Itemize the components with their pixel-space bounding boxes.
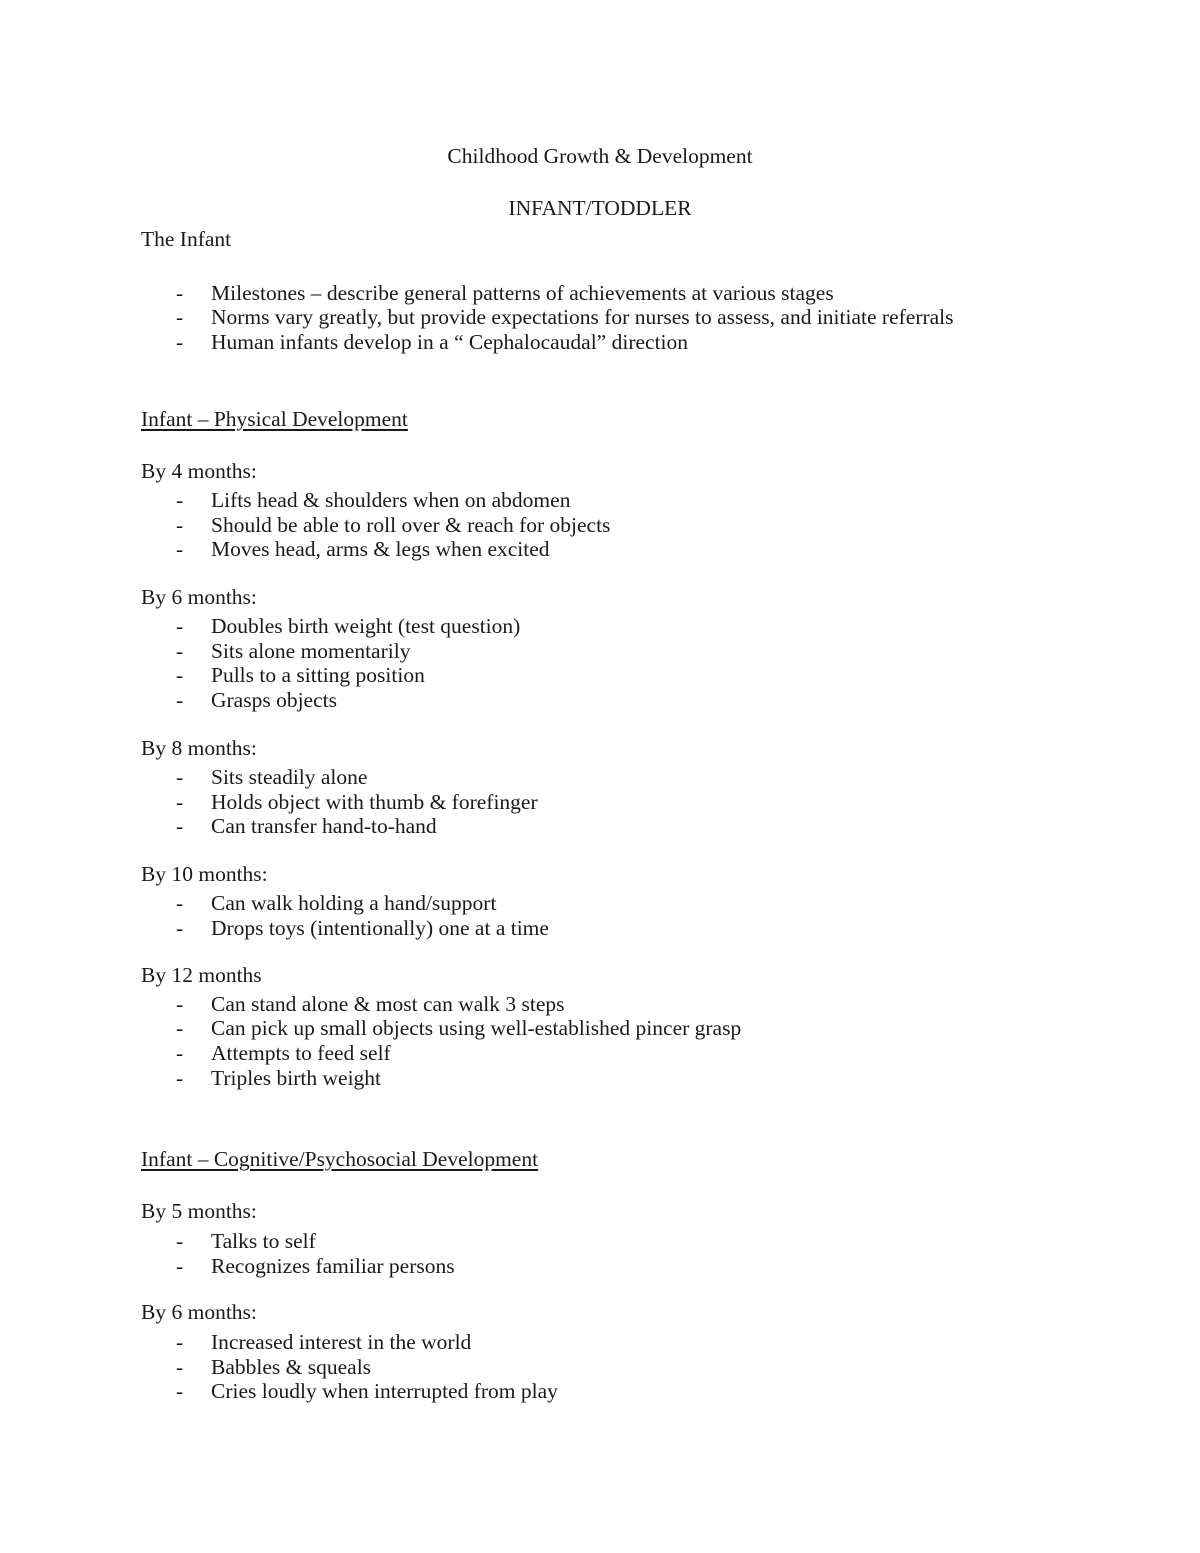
list-item-text: Human infants develop in a “ Cephalocaudal” direction — [211, 330, 689, 354]
bullet-dash: - — [176, 1016, 184, 1040]
list-item-text: Increased interest in the world — [211, 1330, 472, 1354]
list-item-text: Attempts to feed self — [211, 1041, 391, 1065]
list-item-text: Can transfer hand-to-hand — [211, 814, 437, 838]
bullet-dash: - — [176, 916, 184, 940]
group-label: By 10 months: — [141, 862, 268, 886]
list-item-text: Should be able to roll over & reach for objects — [211, 513, 611, 537]
bullet-dash: - — [176, 992, 184, 1016]
section-heading-cognitive-development: Infant – Cognitive/Psychosocial Development — [141, 1147, 539, 1171]
list-item-text: Can pick up small objects using well-established pincer grasp — [211, 1016, 742, 1040]
bullet-dash: - — [176, 330, 184, 354]
list-item-text: Norms vary greatly, but provide expectations for nurses to assess, and initiate referrals — [211, 305, 954, 329]
group-label: By 6 months: — [141, 585, 257, 609]
document-subtitle: INFANT/TODDLER — [508, 196, 692, 220]
bullet-dash: - — [176, 814, 184, 838]
list-item-text: Triples birth weight — [211, 1066, 382, 1090]
bullet-dash: - — [176, 281, 184, 305]
section-heading-physical-development: Infant – Physical Development — [141, 407, 408, 431]
list-item-text: Grasps objects — [211, 688, 337, 712]
list-item-text: Can walk holding a hand/support — [211, 891, 497, 915]
bullet-dash: - — [176, 790, 184, 814]
document-title: Childhood Growth & Development — [447, 144, 753, 168]
bullet-dash: - — [176, 688, 184, 712]
bullet-dash: - — [176, 1229, 184, 1253]
bullet-dash: - — [176, 639, 184, 663]
group-label: By 6 months: — [141, 1300, 257, 1324]
list-item-text: Recognizes familiar persons — [211, 1254, 455, 1278]
bullet-dash: - — [176, 1041, 184, 1065]
bullet-dash: - — [176, 537, 184, 561]
list-item-text: Sits alone momentarily — [211, 639, 411, 663]
bullet-dash: - — [176, 891, 184, 915]
bullet-dash: - — [176, 305, 184, 329]
section-heading-the-infant: The Infant — [141, 227, 232, 251]
group-label: By 5 months: — [141, 1199, 257, 1223]
group-label: By 8 months: — [141, 736, 257, 760]
bullet-dash: - — [176, 663, 184, 687]
list-item-text: Doubles birth weight (test question) — [211, 614, 521, 638]
list-item-text: Talks to self — [211, 1229, 316, 1253]
bullet-dash: - — [176, 1254, 184, 1278]
group-label: By 4 months: — [141, 459, 257, 483]
bullet-dash: - — [176, 1355, 184, 1379]
list-item-text: Sits steadily alone — [211, 765, 368, 789]
group-label: By 12 months — [141, 963, 262, 987]
list-item-text: Babbles & squeals — [211, 1355, 372, 1379]
list-item-text: Drops toys (intentionally) one at a time — [211, 916, 549, 940]
bullet-dash: - — [176, 765, 184, 789]
bullet-dash: - — [176, 488, 184, 512]
list-item-text: Can stand alone & most can walk 3 steps — [211, 992, 565, 1016]
list-item-text: Milestones – describe general patterns of achievements at various stages — [211, 281, 834, 305]
bullet-dash: - — [176, 1379, 184, 1403]
bullet-dash: - — [176, 513, 184, 537]
list-item-text: Holds object with thumb & forefinger — [211, 790, 538, 814]
bullet-dash: - — [176, 1330, 184, 1354]
bullet-dash: - — [176, 614, 184, 638]
list-item-text: Pulls to a sitting position — [211, 663, 425, 687]
bullet-dash: - — [176, 1066, 184, 1090]
list-item-text: Lifts head & shoulders when on abdomen — [211, 488, 571, 512]
list-item-text: Cries loudly when interrupted from play — [211, 1379, 558, 1403]
list-item-text: Moves head, arms & legs when excited — [211, 537, 550, 561]
